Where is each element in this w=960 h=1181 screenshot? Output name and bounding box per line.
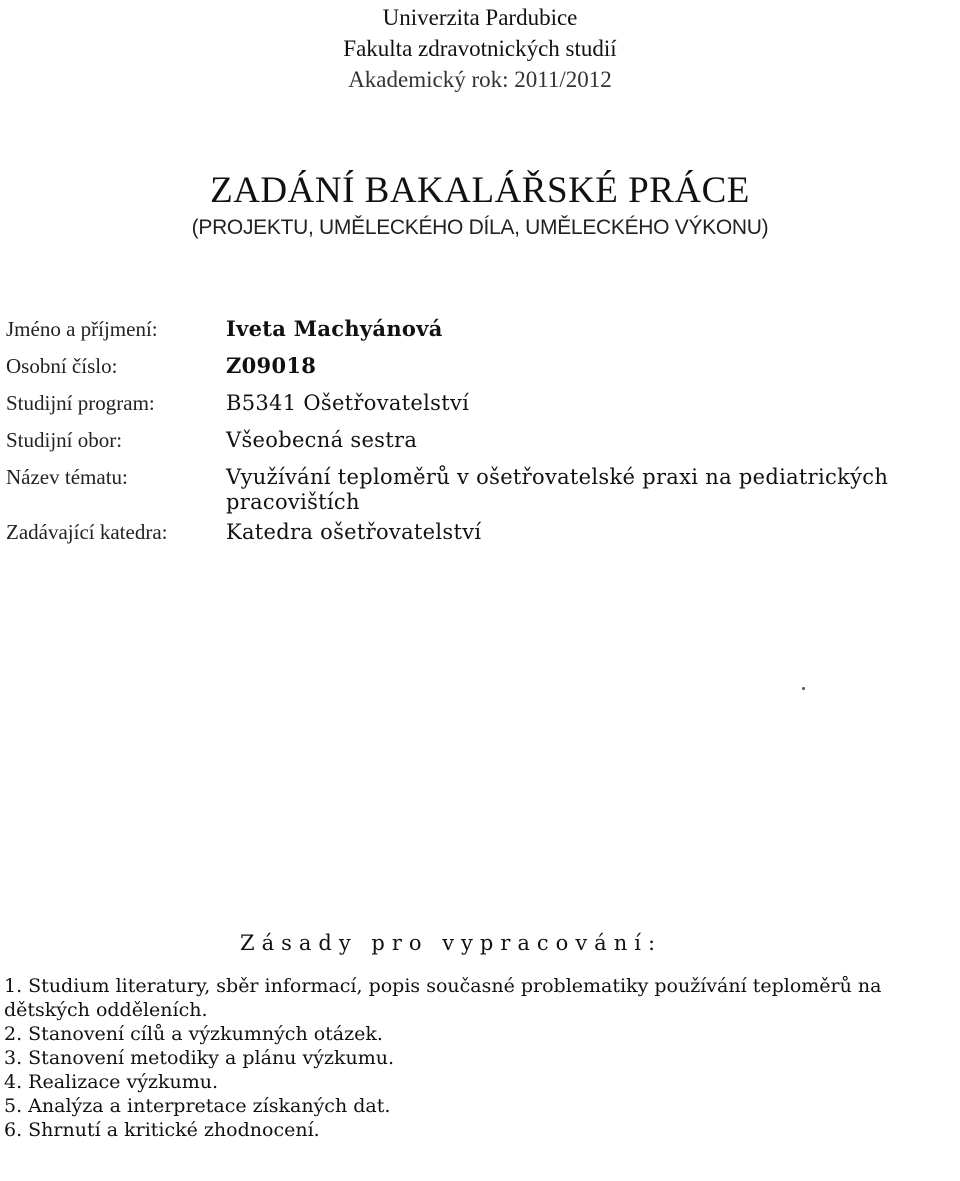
personal-number-value: Z09018: [226, 353, 317, 378]
info-row-personal-number: [6, 349, 956, 386]
document-title: ZADÁNÍ BAKALÁŘSKÉ PRÁCE: [210, 170, 750, 211]
list-item: 2. Stanovení cílů a výzkumných otázek.: [4, 1023, 383, 1045]
list-item: 1. Studium literatury, sběr informací, popis současné problematiky používání teploměrů na: [4, 975, 882, 997]
personal-number-label: Osobní číslo:: [6, 354, 118, 378]
scan-speck: [802, 687, 805, 690]
department-value: Katedra ošetřovatelství: [226, 520, 482, 544]
topic-value-line2: pracovištích: [226, 490, 360, 514]
field-label: Studijní obor:: [6, 428, 123, 452]
principles-section: [0, 926, 960, 1142]
info-row-program: [6, 386, 956, 423]
info-row-field: [6, 423, 956, 460]
department-label: Zadávající katedra:: [6, 520, 168, 544]
info-row-topic: [6, 460, 956, 515]
student-info: [6, 312, 956, 552]
list-item: 6. Shrnutí a kritické zhodnocení.: [4, 1119, 320, 1141]
academic-year: Akademický rok: 2011/2012: [348, 67, 612, 92]
list-item: 4. Realizace výzkumu.: [4, 1071, 218, 1093]
list-item: 5. Analýza a interpretace získaných dat.: [4, 1095, 391, 1117]
program-label: Studijní program:: [6, 391, 155, 415]
field-value: Všeobecná sestra: [226, 428, 418, 452]
university-name: Univerzita Pardubice: [382, 5, 578, 30]
principles-heading: Zásady pro vypracování:: [240, 931, 663, 955]
info-row-name: [6, 312, 956, 349]
list-item: dětských odděleních.: [4, 999, 208, 1021]
principles-list: [0, 974, 960, 1142]
faculty-name: Fakulta zdravotnických studií: [343, 36, 617, 61]
title-block: [0, 168, 960, 242]
program-value: B5341 Ošetřovatelství: [226, 391, 470, 415]
topic-label: Název tématu:: [6, 465, 128, 489]
document-subtitle: (PROJEKTU, UMĚLECKÉHO DÍLA, UMĚLECKÉHO VÝKONU): [191, 216, 769, 239]
name-value: Iveta Machyánová: [226, 316, 443, 341]
topic-value-line1: Využívání teploměrů v ošetřovatelské praxi na pediatrických: [226, 465, 889, 489]
document-header: [0, 2, 960, 95]
info-row-department: [6, 515, 956, 552]
name-label: Jméno a příjmení:: [6, 317, 158, 341]
list-item: 3. Stanovení metodiky a plánu výzkumu.: [4, 1047, 394, 1069]
topic-value: [226, 460, 956, 515]
